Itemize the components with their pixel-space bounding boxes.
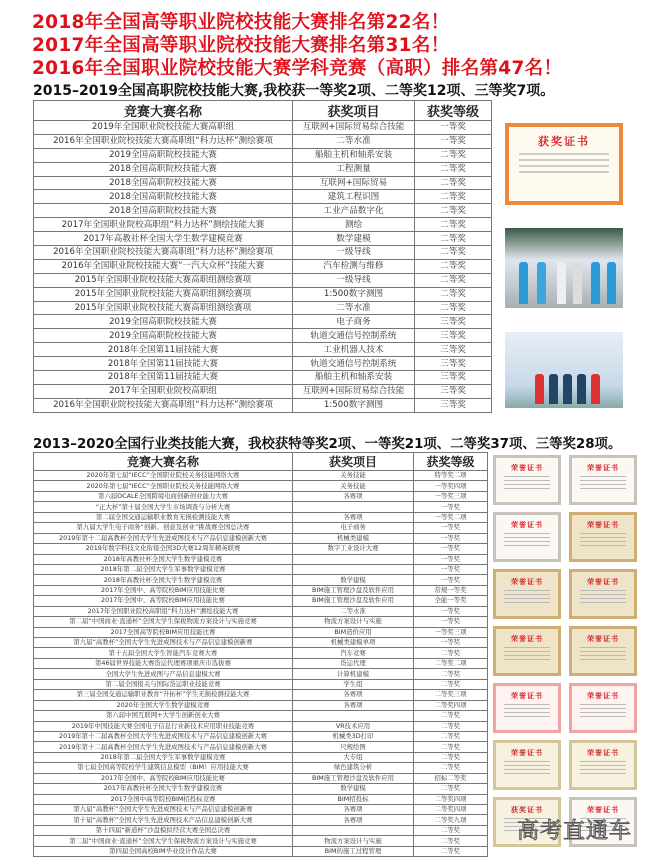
- cell-project: 船舶主机和轴系安装: [293, 148, 415, 162]
- cell-competition: 2018年高教社杯全国大学生数学建模竞赛: [34, 554, 293, 564]
- award-certificate-image: [505, 123, 623, 205]
- cell-competition: 第三届全国交通运输职业教育“升拓杯”学生无损检测技能大赛: [34, 690, 293, 700]
- cell-project: 各赛项: [293, 700, 414, 710]
- cell-level: 三等奖: [415, 398, 492, 412]
- cell-competition: 第十五届全国大学生智能汽车竞赛大赛: [34, 648, 293, 658]
- cell-competition: 第九届“高教杯”全国大学生先进成图技术与产品信息建模创新赛: [34, 805, 293, 815]
- cell-project: 关务技能: [293, 481, 414, 491]
- cell-project: 汽车竞赛: [293, 648, 414, 658]
- table-row: [34, 658, 488, 668]
- table-row: [34, 502, 488, 512]
- table-row: [34, 846, 488, 856]
- table-row: [34, 752, 488, 762]
- table-row: [34, 512, 488, 522]
- cell-project: 测绘: [293, 218, 415, 232]
- cell-level: 二等奖四项: [414, 805, 488, 815]
- cell-competition: 2017全国高等院校BIM应用技能比赛: [34, 627, 293, 637]
- cell-level: 二等奖九项: [414, 815, 488, 825]
- cell-competition: 第十四届“新道杯”沙盘模拟经营大赛全国总决赛: [34, 825, 293, 835]
- cell-project: 二等水准: [293, 134, 415, 148]
- cell-project: BIM施工管理沙盘及软件应用: [293, 596, 414, 606]
- cell-competition: 第六届中国互联网+大学生创新创业大赛: [34, 711, 293, 721]
- honor-certificate-image: [493, 512, 561, 562]
- cell-competition: 2016年全国职业院校技能大赛高职组“科力达杯”测绘赛项: [34, 398, 293, 412]
- cell-project: 机械类建模: [293, 533, 414, 543]
- cell-project: 一级导线: [293, 273, 415, 287]
- table-row: [34, 721, 488, 731]
- cell-project: 大专组: [293, 752, 414, 762]
- cell-competition: 第九届“高教杯”全国大学生先进成图技术与产品信息建模创新赛: [34, 638, 293, 648]
- cell-project: 互联网+国际贸易: [293, 176, 415, 190]
- cell-level: 二等奖: [415, 218, 492, 232]
- certificate-title: 荣誉证书: [587, 464, 619, 472]
- cell-project: 互联网+国际贸易综合技能: [293, 121, 415, 135]
- cell-competition: 2020年全国大学生数学建模竞赛: [34, 700, 293, 710]
- cell-level: 一等奖: [414, 606, 488, 616]
- honor-certificate-image: [493, 569, 561, 619]
- cell-level: 三等奖: [415, 329, 492, 343]
- table-row: [34, 533, 488, 543]
- table-row: [34, 596, 488, 606]
- cell-level: 一等奖: [414, 554, 488, 564]
- cell-competition: 第二届全国报关与国际货运职业技能竞赛: [34, 679, 293, 689]
- cell-project: 机械类建模单项: [293, 638, 414, 648]
- cell-competition: 2017年全国职业院校高职组“科力达杯”测绘技能大赛: [34, 606, 293, 616]
- cell-level: 三等奖: [415, 357, 492, 371]
- cell-competition: 2019年第十二届高教杯全国大学生先进成图技术与产品信息建模创新大赛: [34, 533, 293, 543]
- table-row: [34, 398, 492, 412]
- cell-project: BIM招投标: [293, 794, 414, 804]
- header-competition: 竞赛大赛名称: [34, 101, 293, 121]
- cell-competition: 2018全国高职院校技能大赛: [34, 204, 293, 218]
- table-row: [34, 825, 488, 835]
- honor-certificate-image: [569, 626, 637, 676]
- table-row: [34, 204, 492, 218]
- table-row: [34, 627, 488, 637]
- certificate-title: 荣誉证书: [587, 806, 619, 814]
- cell-project: 货运代理: [293, 658, 414, 668]
- table-row: [34, 315, 492, 329]
- cell-level: 二等奖: [415, 287, 492, 301]
- table-row: [34, 148, 492, 162]
- cell-level: 二等奖: [415, 301, 492, 315]
- header-level: 获奖等级: [415, 101, 492, 121]
- cell-competition: 2015年全国职业院校技能大赛高职组测绘赛项: [34, 287, 293, 301]
- table-row: [34, 384, 492, 398]
- cell-project: 机械类3D打印: [293, 731, 414, 741]
- table-row: [34, 679, 488, 689]
- cell-project: 二等水准: [293, 301, 415, 315]
- cell-competition: 第十届“高教杯”全国大学生先进成图技术产品信息建模创新大赛: [34, 815, 293, 825]
- certificate-title: 荣誉证书: [511, 578, 543, 586]
- cell-competition: 2017年全国职业院校高职组“科力达杯”测绘技能大赛: [34, 218, 293, 232]
- table-row: [34, 329, 492, 343]
- table-row: [34, 218, 492, 232]
- cell-level: 二等奖: [415, 176, 492, 190]
- table-row: [34, 606, 488, 616]
- cell-level: 二等奖: [414, 669, 488, 679]
- header-competition: 竞赛大赛名称: [34, 453, 293, 471]
- cell-competition: 2016年全国职业院校技能大赛“一汽大众杯”技能大赛: [34, 259, 293, 273]
- cell-level: 三等奖: [415, 343, 492, 357]
- table-row: [34, 690, 488, 700]
- cell-level: 一等奖: [414, 564, 488, 574]
- cell-level: 二等奖: [414, 679, 488, 689]
- cell-project: [293, 554, 414, 564]
- headline-2018: 2018年全国高等职业院校技能大赛排名第22名！: [32, 12, 450, 33]
- cell-project: 工业机器人技术: [293, 343, 415, 357]
- cell-competition: 2016年全国职业院校技能大赛高职组“科力达杯”测绘赛项: [34, 134, 293, 148]
- table-row: [34, 471, 488, 481]
- cell-competition: 第七届全国高等院校学生建筑信息模型（BIM）应用技能大赛: [34, 763, 293, 773]
- cell-competition: 2017年全国中、高等院校BIM应用技能比赛: [34, 773, 293, 783]
- watermark: 高考直通车: [517, 819, 633, 844]
- cell-level: 二等奖四项: [414, 700, 488, 710]
- table-row: [34, 700, 488, 710]
- cell-level: 二等奖四项: [414, 794, 488, 804]
- cell-level: 二等奖: [415, 162, 492, 176]
- cell-project: 一级导线: [293, 246, 415, 260]
- cell-project: 各赛项: [293, 805, 414, 815]
- cell-competition: 2019年全国职业院校技能大赛高职组: [34, 121, 293, 135]
- cell-project: 物流方案设计与实施: [293, 617, 414, 627]
- cell-project: 尺规绘图: [293, 742, 414, 752]
- certificate-title: 荣誉证书: [511, 635, 543, 643]
- headline-2017: 2017年全国高等职业院校技能大赛排名第31名！: [32, 35, 450, 56]
- table-row: [34, 481, 488, 491]
- cell-level: 一等奖: [414, 617, 488, 627]
- honor-certificate-image: [493, 626, 561, 676]
- award-table-2013-2020: [33, 452, 488, 857]
- cell-project: 各赛项: [293, 690, 414, 700]
- cell-competition: 2016年全国职业院校技能大赛高职组“科力达杯”测绘赛项: [34, 246, 293, 260]
- cell-competition: 2019全国高职院校技能大赛: [34, 315, 293, 329]
- certificate-title: 荣誉证书: [511, 464, 543, 472]
- cell-level: 二等奖: [415, 259, 492, 273]
- honor-certificate-image: [493, 740, 561, 790]
- certificate-title: 荣誉证书: [587, 635, 619, 643]
- honor-certificate-image: [493, 455, 561, 505]
- certificate-title: 荣誉证书: [511, 749, 543, 757]
- cell-project: 物流方案设计与实施: [293, 836, 414, 846]
- cell-competition: 2018年全国第11届技能大赛: [34, 357, 293, 371]
- table-row: [34, 585, 488, 595]
- cell-level: 二等奖: [414, 752, 488, 762]
- certificate-title: 荣誉证书: [587, 521, 619, 529]
- cell-project: 关务技能: [293, 471, 414, 481]
- table-row: [34, 301, 492, 315]
- cell-competition: 2017年高教社杯全国大学生数学建模竞赛: [34, 232, 293, 246]
- cell-level: 二等奖: [415, 273, 492, 287]
- cell-competition: 2019全国高职院校技能大赛: [34, 148, 293, 162]
- table-row: [34, 763, 488, 773]
- cell-project: 数学建模: [293, 232, 415, 246]
- cell-level: 二等奖: [415, 246, 492, 260]
- cell-project: [293, 825, 414, 835]
- table-row: [34, 491, 488, 501]
- certificate-title: 荣誉证书: [587, 578, 619, 586]
- cell-level: 一等奖: [414, 523, 488, 533]
- cell-level: 二等奖: [414, 711, 488, 721]
- cell-level: 二等奖: [414, 846, 488, 856]
- cell-project: 轨道交通信号控制系统: [293, 357, 415, 371]
- honor-certificate-image: [569, 683, 637, 733]
- table-row: [34, 287, 492, 301]
- header-project: 获奖项目: [293, 453, 414, 471]
- table-row: [34, 554, 488, 564]
- cell-competition: 2018年高教社杯全国大学生数学建模竞赛: [34, 575, 293, 585]
- certificate-title: 获奖证书: [538, 135, 590, 148]
- table-row: [34, 617, 488, 627]
- cell-project: BIM施工管理沙盘及软件应用: [293, 585, 414, 595]
- cell-competition: 2015年全国职业院校技能大赛高职组测绘赛项: [34, 273, 293, 287]
- cell-level: 二等奖: [415, 148, 492, 162]
- cell-level: 一等奖: [415, 134, 492, 148]
- cell-competition: 2020年第七届“IECC”全国职业院校关务技能网络大赛: [34, 481, 293, 491]
- cell-project: 1:500数字测图: [293, 398, 415, 412]
- cell-project: 汽车检测与维修: [293, 259, 415, 273]
- certificate-title: 获奖证书: [511, 806, 543, 814]
- cell-competition: 第二届全国交通运输职业教育无损检测技能大赛: [34, 512, 293, 522]
- cell-project: 1:500数字测图: [293, 287, 415, 301]
- cell-competition: 第二届“中国商业·直通杯”全国大学生保税物流方案设计与实施竞赛: [34, 836, 293, 846]
- table-row: [34, 784, 488, 794]
- cell-competition: 2017年高教社杯全国大学生数学建模竞赛: [34, 784, 293, 794]
- cell-level: 一等奖三项: [414, 627, 488, 637]
- table-row: [34, 731, 488, 741]
- cell-competition: 2017年全国职业院校高职组: [34, 384, 293, 398]
- cell-level: 二等奖: [414, 742, 488, 752]
- cell-level: 二等奖: [414, 731, 488, 741]
- cell-competition: 2015年全国职业院校技能大赛高职组测绘赛项: [34, 301, 293, 315]
- cell-competition: 2018全国高职院校技能大赛: [34, 190, 293, 204]
- cell-level: 一等奖: [414, 638, 488, 648]
- cell-competition: 2019年第十二届高教杯全国大学生先进成图技术与产品信息建模创新大赛: [34, 731, 293, 741]
- cell-level: 二等奖: [414, 836, 488, 846]
- cell-project: 各赛项: [293, 815, 414, 825]
- cell-competition: 第六届OCALE全国跨境电商创新创业能力大赛: [34, 491, 293, 501]
- cell-competition: 第二届“中国商业·直通杯”全国大学生保税物流方案设计与实施竞赛: [34, 617, 293, 627]
- cell-level: 二等奖二项: [414, 658, 488, 668]
- cell-project: 数字工业设计大赛: [293, 544, 414, 554]
- cell-project: 数学建模: [293, 575, 414, 585]
- cell-level: 二等奖: [414, 763, 488, 773]
- table-row: [34, 134, 492, 148]
- cell-level: 二等奖: [414, 721, 488, 731]
- cell-competition: 2018全国高职院校技能大赛: [34, 162, 293, 176]
- table-row: [34, 232, 492, 246]
- cell-level: 二等奖: [414, 784, 488, 794]
- cell-project: BIM施工管理沙盘及软件应用: [293, 773, 414, 783]
- certificate-title: 荣誉证书: [587, 692, 619, 700]
- table-header: [34, 101, 492, 121]
- cell-competition: 2018年第二届全国大学生军事数学建模竞赛: [34, 752, 293, 762]
- cell-project: [293, 564, 414, 574]
- cell-project: 数学建模: [293, 784, 414, 794]
- cell-level: 二等奖: [414, 648, 488, 658]
- table-row: [34, 273, 492, 287]
- cell-level: 二等奖: [415, 190, 492, 204]
- cell-competition: 2017全国中高等院校BIM招投标竞赛: [34, 794, 293, 804]
- cell-project: 建筑工程识图: [293, 190, 415, 204]
- table-row: [34, 190, 492, 204]
- cell-competition: 第九届大学生电子商务“创新、创意及创业”挑战赛全国总决赛: [34, 523, 293, 533]
- cell-competition: 2018年第二届全国大学生军事数学建模竞赛: [34, 564, 293, 574]
- cell-level: 一等奖四项: [414, 481, 488, 491]
- honor-certificate-image: [569, 740, 637, 790]
- cell-level: 一等奖: [414, 575, 488, 585]
- cell-level: 三等奖: [415, 384, 492, 398]
- table-row: [34, 836, 488, 846]
- certificate-title: 荣誉证书: [511, 692, 543, 700]
- table-row: [34, 564, 488, 574]
- cell-project: 各赛项: [293, 512, 414, 522]
- cell-competition: 2019年中国技能大赛全国电子信息行业新技术应用职业技能竞赛: [34, 721, 293, 731]
- cell-level: 三等奖: [415, 371, 492, 385]
- cell-level: 一等奖: [415, 121, 492, 135]
- cell-competition: 2017年全国中、高等院校BIM应用技能比赛: [34, 585, 293, 595]
- section1-title: 2015–2019全国高职院校技能大赛,我校获一等奖2项、二等奖12项、三等奖7项。: [33, 83, 555, 99]
- cell-level: 二等奖: [415, 232, 492, 246]
- award-table-2015-2019: [33, 100, 492, 413]
- cell-competition: 2018年全国第11届技能大赛: [34, 343, 293, 357]
- table-row: [34, 638, 488, 648]
- cell-project: 互联网+国际贸易综合技能: [293, 384, 415, 398]
- cell-level: 三等奖: [415, 315, 492, 329]
- table-row: [34, 794, 488, 804]
- table-row: [34, 357, 492, 371]
- table-row: [34, 162, 492, 176]
- cell-project: BIM的施工过程管理: [293, 846, 414, 856]
- cell-competition: 2020年第七届“IECC”全国职业院校关务技能网络大赛: [34, 471, 293, 481]
- cell-project: VR技术应用: [293, 721, 414, 731]
- table-row: [34, 246, 492, 260]
- cell-project: 计算机建模: [293, 669, 414, 679]
- cell-project: BIM造价应用: [293, 627, 414, 637]
- table-row: [34, 523, 488, 533]
- cell-competition: 2018全国高职院校技能大赛: [34, 176, 293, 190]
- table-row: [34, 121, 492, 135]
- header-level: 获奖等级: [414, 453, 488, 471]
- table-row: [34, 805, 488, 815]
- cell-level: 一等奖: [414, 544, 488, 554]
- cell-competition: “正大杯”第十届全国大学生市场调查与分析大赛: [34, 502, 293, 512]
- cell-project: 电子商务: [293, 523, 414, 533]
- cell-project: 学生组: [293, 679, 414, 689]
- cell-competition: 2019年数字科技文化衔接全国3D大赛12周年精英联赛: [34, 544, 293, 554]
- table-row: [34, 176, 492, 190]
- cell-project: 绿色建筑分析: [293, 763, 414, 773]
- cell-level: 一等奖三项: [414, 491, 488, 501]
- table-row: [34, 544, 488, 554]
- competition-banner-photo: [505, 332, 623, 408]
- cell-project: [293, 711, 414, 721]
- cell-level: 二等奖三项: [414, 690, 488, 700]
- header-project: 获奖项目: [293, 101, 415, 121]
- cell-project: 轨道交通信号控制系统: [293, 329, 415, 343]
- table-row: [34, 773, 488, 783]
- cell-level: 特等奖二项: [414, 471, 488, 481]
- cell-project: 工程测量: [293, 162, 415, 176]
- cell-project: 船舶主机和轴系安装: [293, 371, 415, 385]
- table-row: [34, 648, 488, 658]
- team-photo: [505, 228, 623, 308]
- section2-title: 2013–2020全国行业类技能大赛，我校获特等奖2项、一等奖21项、二等奖37项、三等奖28项。: [33, 437, 622, 452]
- cell-project: 各赛项: [293, 491, 414, 501]
- cell-competition: 2019年第十二届高教杯全国大学生先进成图技术与产品信息建模创新大赛: [34, 742, 293, 752]
- cell-level: 二等奖: [415, 204, 492, 218]
- table-row: [34, 371, 492, 385]
- cell-project: [293, 502, 414, 512]
- cell-project: 二等水准: [293, 606, 414, 616]
- cell-level: 一等奖二项: [414, 512, 488, 522]
- table-row: [34, 711, 488, 721]
- honor-certificate-image: [569, 455, 637, 505]
- headline-2016: 2016年全国职业院校技能大赛学科竞赛（高职）排名第47名！: [32, 58, 563, 79]
- table-header: [34, 453, 488, 471]
- table-row: [34, 669, 488, 679]
- honor-certificate-image: [569, 569, 637, 619]
- cell-level: 常规一等奖: [414, 585, 488, 595]
- honor-certificate-image: [493, 683, 561, 733]
- cell-level: 一等奖: [414, 502, 488, 512]
- cell-project: 工业产品数字化: [293, 204, 415, 218]
- cell-competition: 第46届世界技能大赛货运代理赛项重庆市选拔赛: [34, 658, 293, 668]
- table-row: [34, 742, 488, 752]
- honor-certificate-image: [569, 512, 637, 562]
- cell-competition: 2018年全国第11届技能大赛: [34, 371, 293, 385]
- cell-level: 招标二等奖: [414, 773, 488, 783]
- cell-level: 一等奖: [414, 533, 488, 543]
- cell-competition: 全国大学生先进成图与产品信息建模大赛: [34, 669, 293, 679]
- cell-level: 全能一等奖: [414, 596, 488, 606]
- table-row: [34, 815, 488, 825]
- table-row: [34, 343, 492, 357]
- cell-project: 电子商务: [293, 315, 415, 329]
- cell-level: 二等奖: [414, 825, 488, 835]
- cell-competition: 第四届全国高校BIM毕业设计作品大赛: [34, 846, 293, 856]
- cell-competition: 2019全国高职院校技能大赛: [34, 329, 293, 343]
- cell-competition: 2017年全国中、高等院校BIM应用技能比赛: [34, 596, 293, 606]
- table-row: [34, 259, 492, 273]
- table-row: [34, 575, 488, 585]
- certificate-title: 荣誉证书: [511, 521, 543, 529]
- certificate-title: 荣誉证书: [587, 749, 619, 757]
